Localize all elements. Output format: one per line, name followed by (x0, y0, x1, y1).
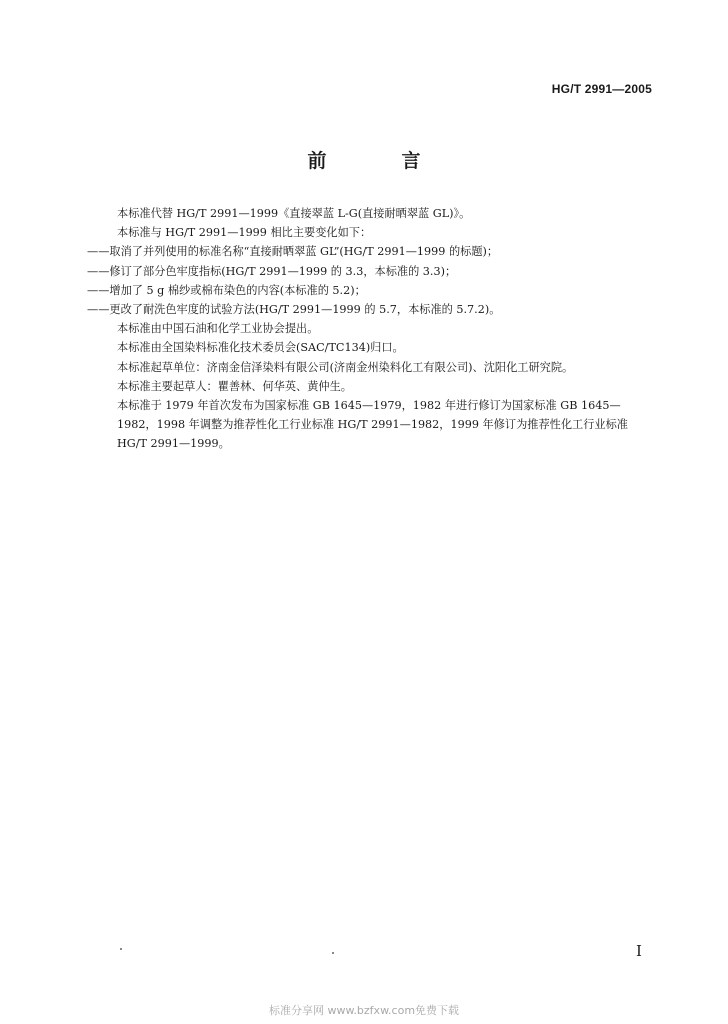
paragraph-changes-intro: 本标准与 HG/T 2991—1999 相比主要变化如下： (117, 226, 372, 240)
paragraph-drafting-units: 本标准起草单位：济南金信泽染料有限公司(济南金州染料化工有限公司)、沈阳化工研究院。 (117, 360, 574, 374)
standard-code: HG/T 2991—2005 (551, 82, 652, 96)
footer-watermark: 标准分享网 www.bzfxw.com免费下载 (268, 1004, 460, 1017)
paragraph-drafters: 本标准主要起草人：瞿善林、何华英、黄仲生。 (117, 379, 352, 393)
change-item: ——增加了 5 g 棉纱或棉布染色的内容(本标准的 5.2)； (87, 283, 366, 297)
paragraph-history: 本标准于 1979 年首次发布为国家标准 GB 1645—1979，1982 年进行修订为国家标准 GB 1645—1982，1998 年调整为推荐性化工行业标准 HG/T 2991—1982，1999 年修订为推荐性化工行业标准 HG/T 2991—1999。 (117, 399, 628, 451)
page-number: I (636, 942, 642, 960)
scan-speck (332, 952, 334, 954)
change-item: ——修订了部分色牢度指标(HG/T 2991—1999 的 3.3，本标准的 3.3)； (87, 264, 457, 278)
scan-speck (120, 948, 122, 950)
paragraph-replaces: 本标准代替 HG/T 2991—1999《直接翠蓝 L-G(直接耐晒翠蓝 GL)》。 (117, 207, 471, 220)
paragraph-proposer: 本标准由中国石油和化学工业协会提出。 (117, 322, 319, 336)
paragraph-committee: 本标准由全国染料标准化技术委员会(SAC/TC134)归口。 (117, 341, 404, 355)
page-title: 前 言 (307, 150, 449, 172)
foreword-body (87, 204, 657, 454)
change-item: ——取消了并列使用的标准名称“直接耐晒翠蓝 GL”(HG/T 2991—1999 的标题)； (87, 245, 499, 259)
change-item: ——更改了耐洗色牢度的试验方法(HG/T 2991—1999 的 5.7，本标准的 5.7.2)。 (87, 303, 501, 317)
